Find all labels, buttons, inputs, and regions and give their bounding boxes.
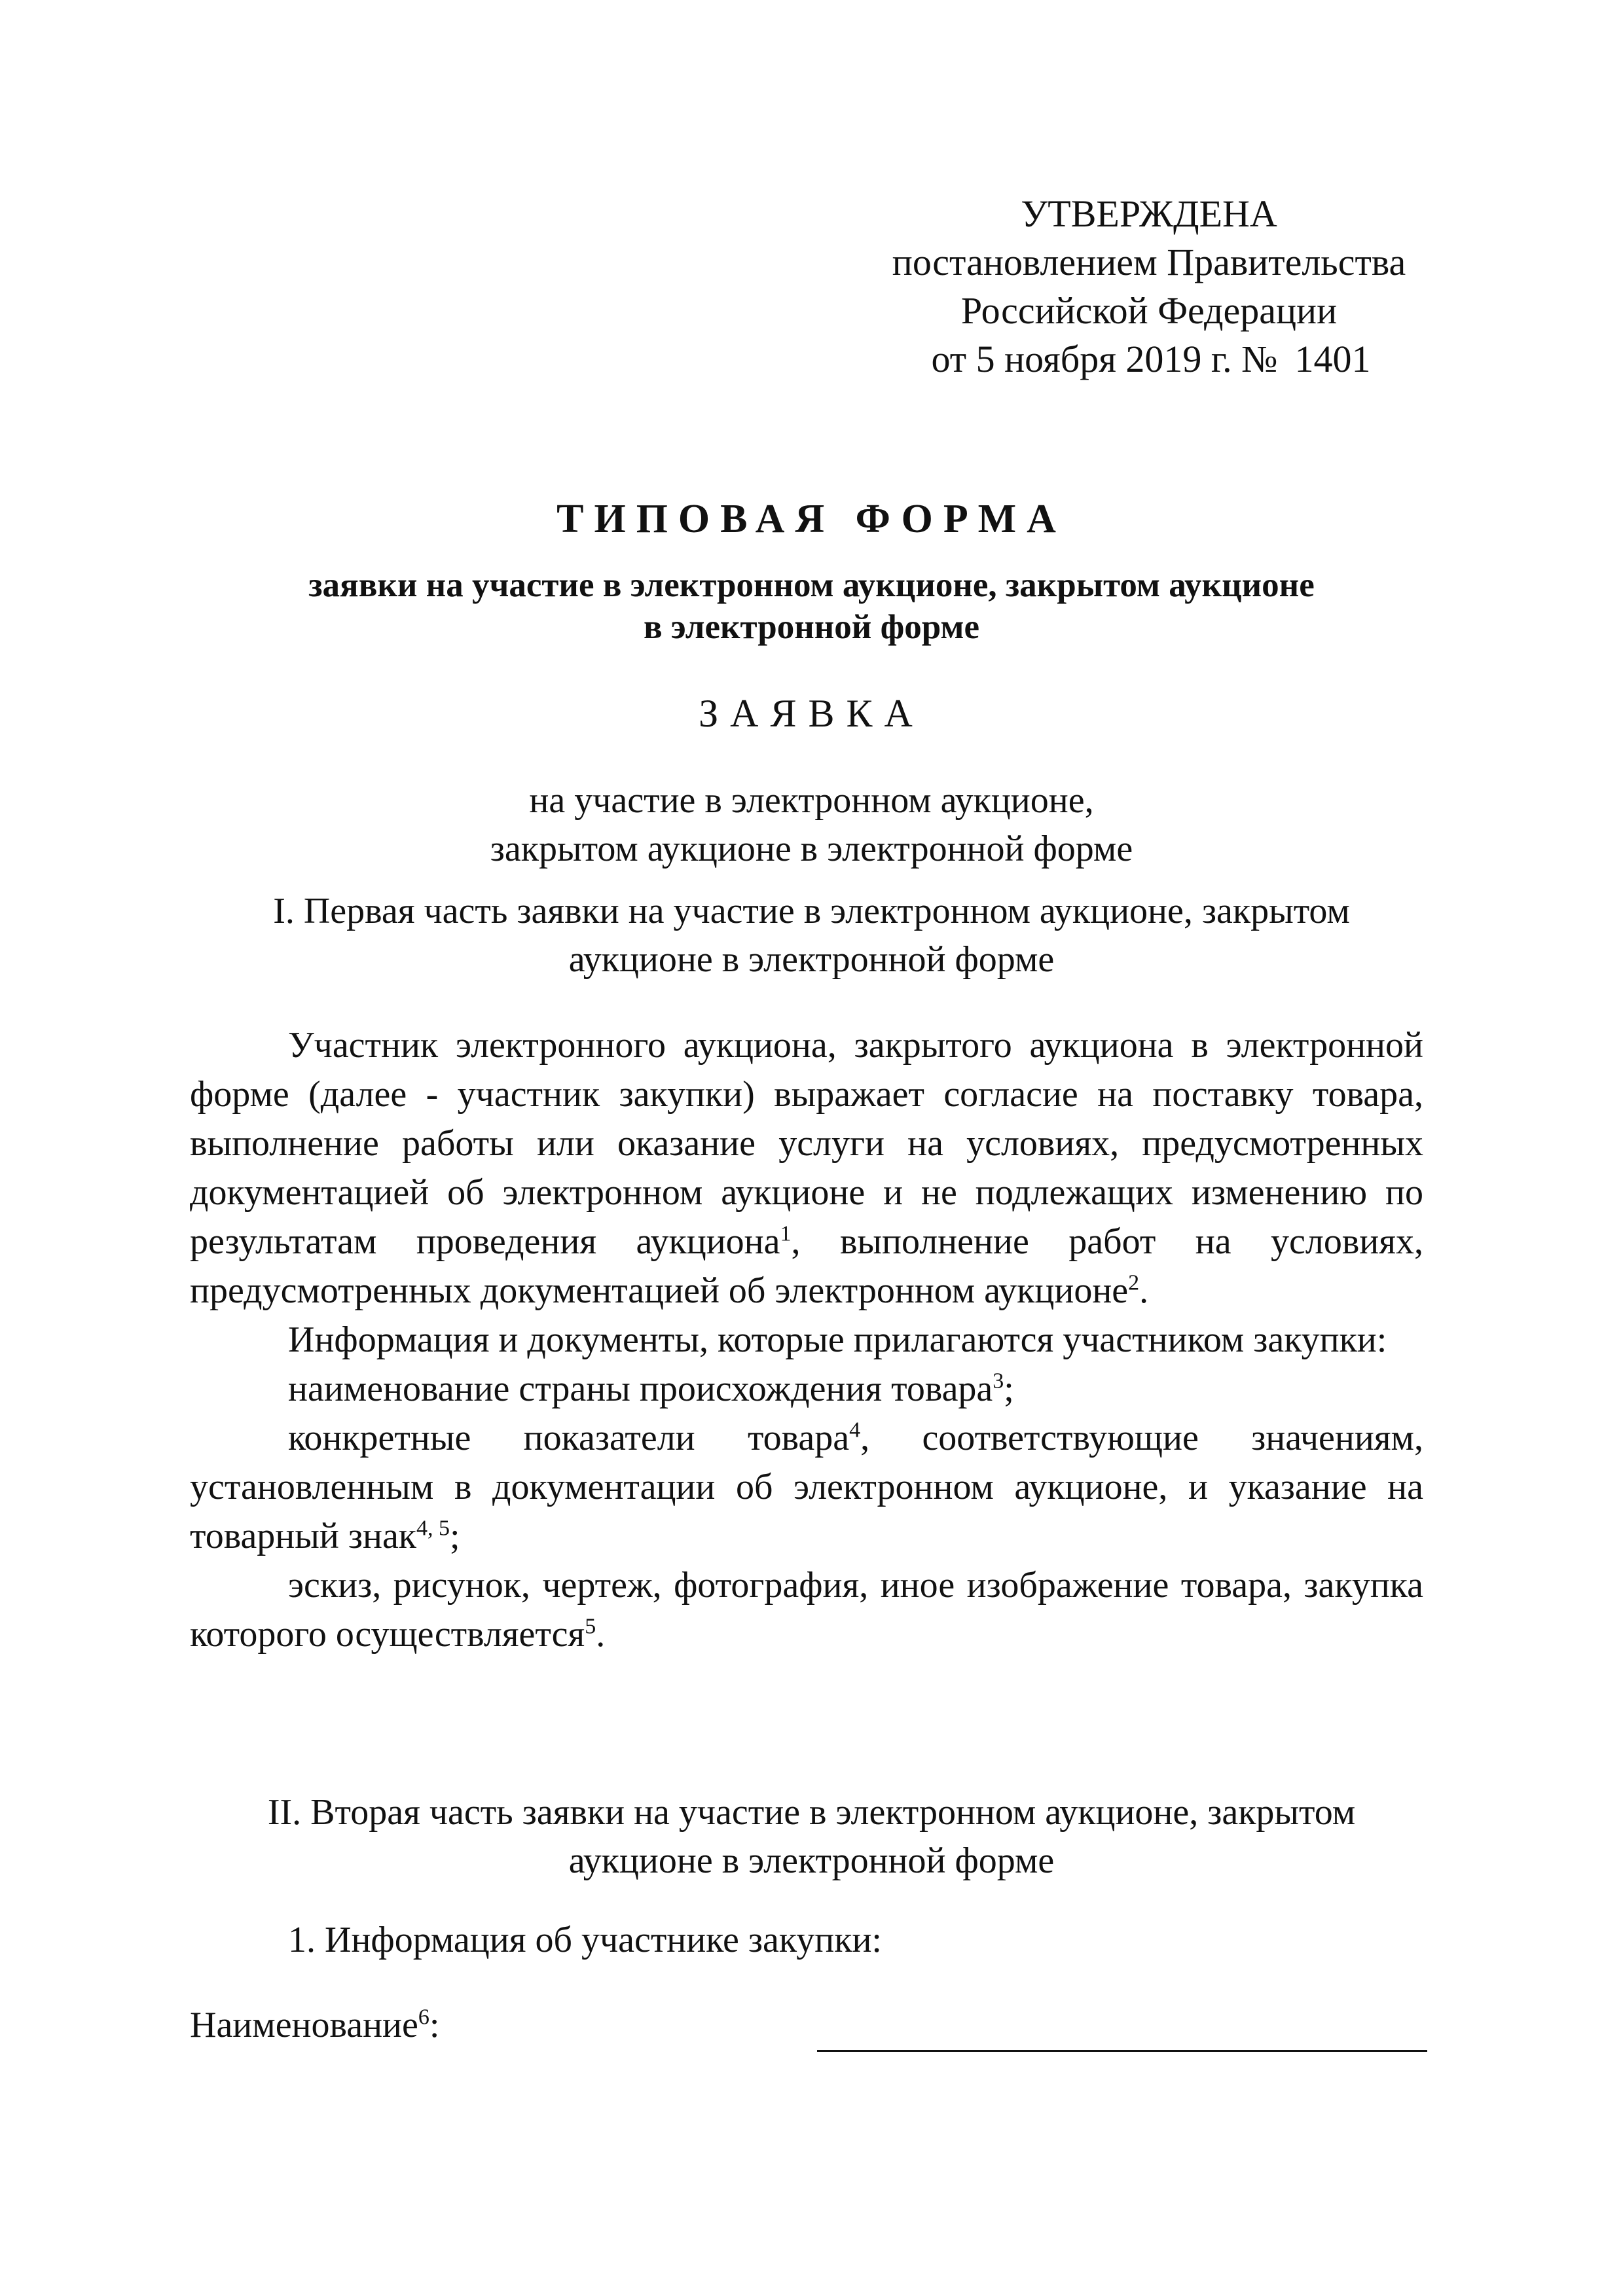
approval-line-1: постановлением Правительства [892,241,1406,283]
footnote-ref-5[interactable]: 5 [585,1614,596,1639]
name-label-colon: : [429,2005,440,2045]
documents-paragraph: Информация и документы, которые прилагаются участником закупки: [288,1319,1387,1360]
item-1-end: ; [1004,1369,1014,1409]
name-label-text: Наименование [190,2005,418,2045]
approval-date-line [866,335,1436,384]
form-title: ТИПОВАЯ ФОРМА [556,497,1067,541]
form-subtitle-line-1: заявки на участие в электронном аукционе, закрытом аукционе [308,566,1315,604]
footnote-ref-1[interactable]: 1 [780,1221,792,1246]
approval-line-2: Российской Федерации [960,289,1338,332]
section-1-heading [131,887,1492,984]
approval-stamp [864,190,1434,384]
footnote-ref-2[interactable]: 2 [1128,1270,1140,1295]
application-subtitle-line-1: на участие в электронном аукционе, [529,780,1094,821]
form-subtitle [0,564,1623,648]
approval-date: от 5 ноября 2019 г. [931,338,1232,380]
item-3-text: эскиз, рисунок, чертеж, фотография, иное изображение товара, закупка которого осуществляется [190,1565,1423,1655]
approval-status: УТВЕРЖДЕНА [1021,192,1277,235]
footnote-ref-6[interactable]: 6 [418,2005,429,2030]
name-field-blank[interactable] [817,2050,1427,2052]
item-1-text: наименование страны происхождения товара [288,1369,993,1409]
footnote-ref-4-5[interactable]: 4, 5 [416,1516,450,1541]
document-item-image [190,1561,1423,1659]
document-item-country [190,1365,1423,1414]
footnote-ref-3[interactable]: 3 [993,1369,1004,1393]
participant-info-heading: 1. Информация об участнике закупки: [288,1920,882,1960]
application-subtitle-line-2: закрытом аукционе в электронной форме [490,829,1133,869]
approval-number: 1401 [1294,338,1371,380]
section-1-heading-line-1: I. Первая часть заявки на участие в электронном аукционе, закрытом [273,891,1350,931]
item-2-text: конкретные показатели товара [288,1418,850,1458]
document-item-indicators [190,1414,1423,1561]
item-2-end: ; [450,1516,460,1556]
approval-number-sign: № [1241,338,1278,380]
application-subtitle [0,776,1623,873]
name-field-label [190,2004,439,2046]
form-subtitle-line-2: в электронной форме [643,608,980,646]
consent-text-2: , выполнение работ на условиях, предусмотренных документацией об электронном аукционе [190,1221,1424,1311]
section-2-heading-line-1: II. Вторая часть заявки на участие в электронном аукционе, закрытом [267,1792,1356,1833]
section-1-heading-line-2: аукционе в электронной форме [568,939,1055,980]
item-2-text-2: , соответствующие значениям, установленным в документации об электронном аукционе, и указание на товарный знак [190,1418,1423,1556]
section-2-heading-line-2: аукционе в электронной форме [568,1840,1055,1881]
application-title: ЗАЯВКА [699,692,924,735]
consent-text: Участник электронного аукциона, закрытого аукциона в электронной форме (далее - участник закупки) выражает согласие на поставку товара, выполнение работы или оказание услуги на условиях, предусмотренных документацией об электронном аукционе и не подлежащих изменению по результатам проведения аукциона [190,1025,1423,1262]
section-1-body [190,1021,1423,1659]
consent-paragraph [190,1021,1423,1316]
consent-end: . [1139,1270,1149,1311]
footnote-ref-4[interactable]: 4 [849,1418,861,1443]
item-3-end: . [596,1614,606,1655]
section-2-heading [131,1788,1492,1885]
